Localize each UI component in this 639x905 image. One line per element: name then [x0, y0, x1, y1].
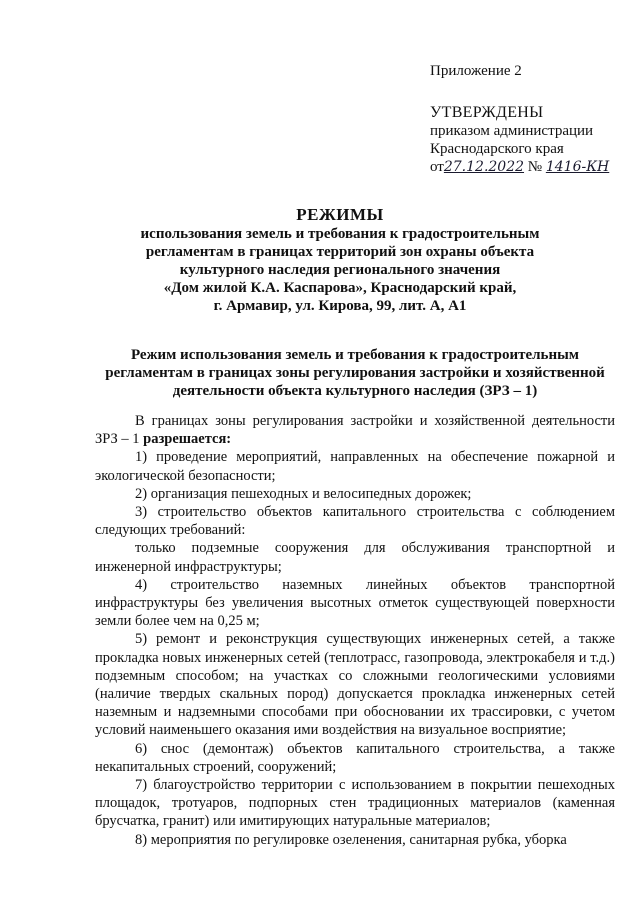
title-main: РЕЖИМЫ — [296, 205, 384, 224]
appendix-label: Приложение 2 — [430, 63, 522, 79]
document-title — [60, 205, 620, 315]
list-item: 4) строительство наземных линейных объектов транспортной инфраструктуры без увеличения высотных отметок существующей поверхности земли более чем на 0,25 м; — [95, 576, 615, 630]
title-line: использования земель и требования к градостроительным — [140, 226, 540, 242]
title-line: «Дом жилой К.А. Каспарова», Краснодарский край, — [163, 280, 517, 296]
from-prefix: от — [430, 159, 444, 175]
list-item: 1) проведение мероприятий, направленных на обеспечение пожарной и экологической безопасности; — [95, 449, 615, 484]
approved-by-line: приказом администрации — [430, 123, 594, 139]
list-item: 7) благоустройство территории с использованием в покрытии пешеходных площадок, тротуаров, подпорных стен традиционных материалов (каменная брусчатка, гранит) или имитирующих натуральные материалов; — [95, 777, 615, 830]
list-item: 6) снос (демонтаж) объектов капитального строительства, а также некапитальных строений, сооружений; — [95, 740, 615, 775]
number-prefix: № — [527, 159, 543, 175]
list-item: 5) ремонт и реконструкция существующих инженерных сетей, а также прокладка новых инженерных сетей (теплотрасс, газопровода, электрокабеля и т.д.) подземным способом; на участках со сложными геологическими условиями (наличие твердых скальных пород) допускается прокладка инженерных сетей наземным и надземными способами при обосновании их трассировки, с учетом условий наименьшего оказания ими воздействия на визуальное восприятие; — [95, 631, 615, 739]
list-item: 2) организация пешеходных и велосипедных дорожек; — [135, 485, 472, 502]
title-line: культурного наследия регионального значения — [179, 262, 501, 278]
list-item: 8) мероприятия по регулировке озеленения, санитарная рубка, уборка — [135, 831, 567, 848]
list-item: 3) строительство объектов капитального строительства с соблюдением следующих требований: — [95, 504, 615, 539]
attachment-block — [430, 62, 609, 176]
section-title — [95, 346, 615, 400]
intro-text: В границах зоны регулирования застройки и хозяйственной деятельности ЗРЗ – 1 — [95, 413, 615, 448]
approved-label: УТВЕРЖДЕНЫ — [430, 104, 544, 121]
title-line: г. Армавир, ул. Кирова, 99, лит. А, А1 — [213, 298, 467, 314]
section-title-line: деятельности объекта культурного наследия (ЗРЗ – 1) — [172, 383, 538, 399]
document-body — [95, 412, 615, 849]
section-title-line: Режим использования земель и требования к градостроительным — [130, 347, 580, 363]
intro-bold: разрешается: — [143, 431, 232, 448]
list-item: только подземные сооружения для обслуживания транспортной и инженерной инфраструктуры; — [95, 540, 615, 575]
approved-region-line: Краснодарского края — [430, 141, 564, 157]
section-title-line: регламентам в границах зоны регулирования застройки и хозяйственной — [105, 365, 605, 381]
handwritten-number: 1416-КН — [545, 159, 610, 175]
handwritten-date: 27.12.2022 — [443, 159, 525, 175]
order-date-line — [430, 158, 609, 176]
title-line: регламентам в границах территорий зон охраны объекта — [145, 244, 535, 260]
intro-paragraph — [95, 412, 615, 448]
